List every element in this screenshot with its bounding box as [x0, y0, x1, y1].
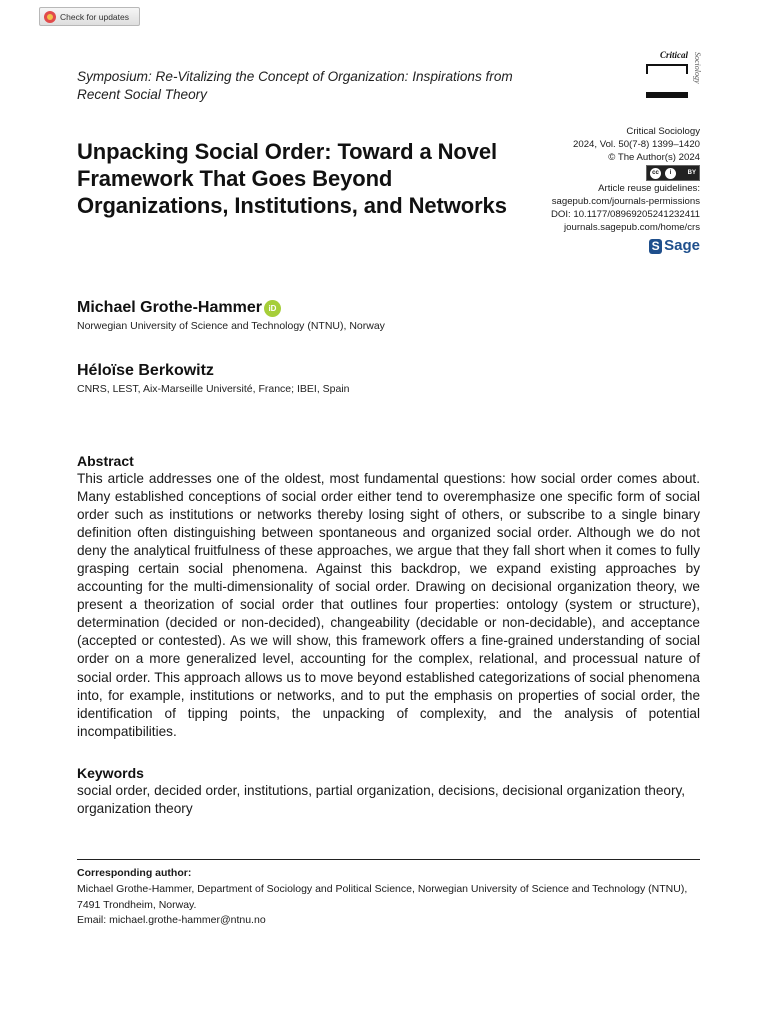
logo-bar: [646, 92, 688, 98]
article-title: Unpacking Social Order: Toward a Novel Framework That Goes Beyond Organizations, Institutions, and Networks: [77, 139, 507, 218]
article-meta: [500, 126, 700, 254]
author-name: Héloïse Berkowitz: [77, 362, 214, 379]
author-affiliation: Norwegian University of Science and Technology (NTNU), Norway: [77, 320, 385, 332]
publisher-name: Sage: [664, 236, 700, 254]
crossmark-icon: [44, 11, 56, 23]
reuse-label: Article reuse guidelines:: [598, 183, 700, 195]
cc-by-icon[interactable]: cc i BY: [646, 165, 700, 181]
copyright: © The Author(s) 2024: [608, 151, 700, 163]
author-name-text: Michael Grothe-Hammer: [77, 299, 262, 316]
corresponding-author-heading: Corresponding author:: [77, 867, 192, 879]
footnote-divider: [77, 859, 700, 860]
journal-url[interactable]: journals.sagepub.com/home/crs: [564, 221, 700, 233]
author-name: [77, 299, 281, 317]
corresponding-author-address: Michael Grothe-Hammer, Department of Sociology and Political Science, Norwegian University of Science and Technology (NTNU), 7491 Trondheim, Norway.: [77, 882, 688, 911]
keywords-heading: Keywords: [77, 765, 144, 781]
abstract-heading: Abstract: [77, 453, 134, 469]
symposium-label: Symposium: Re-Vitalizing the Concept of Organization: Inspirations from Recent Social Theory: [77, 69, 513, 102]
volume-info: 2024, Vol. 50(7-8) 1399–1420: [573, 138, 700, 150]
logo-side-word: Sociology: [693, 52, 702, 84]
check-for-updates-label: Check for updates: [60, 11, 129, 22]
corresponding-author-email[interactable]: Email: michael.grothe-hammer@ntnu.no: [77, 914, 266, 927]
sage-icon: S: [649, 239, 662, 254]
logo-top-word: Critical: [659, 50, 688, 60]
orcid-icon[interactable]: iD: [264, 300, 281, 317]
author-affiliation: CNRS, LEST, Aix-Marseille Université, France; IBEI, Spain: [77, 383, 350, 395]
publisher-logo: [649, 236, 700, 254]
journal-name: Critical Sociology: [626, 126, 700, 137]
logo-frame: [646, 64, 688, 74]
check-for-updates-button[interactable]: [39, 7, 140, 26]
keywords-text: social order, decided order, institutions, partial organization, decisions, decisional organization theory, organization theory: [77, 783, 686, 817]
corresponding-author: [77, 866, 700, 929]
journal-logo: [644, 50, 702, 102]
doi[interactable]: DOI: 10.1177/08969205241232411: [550, 208, 700, 220]
reuse-link[interactable]: sagepub.com/journals-permissions: [551, 196, 700, 208]
abstract-text: This article addresses one of the oldest, most fundamental questions: how social order comes about. Many established conceptions of social order either tend to overemphasize one specific form of social order such as institutions or networks thereby losing sight of others, or subscribe to a single binary definition often distinguishing between spontaneous and organized social order. Although we do not deny the analytical fruitfulness of these approaches, we argue that they fall short when it comes to fully grasping certain social phenomena. Against this backdrop, we expand existing approaches by accounting for the multi-dimensionality of social order. Drawing on decisional organization theory, we present a theorization of social order that outlines four properties: ontology (system or structure), determination (decided or non-decided), changeability (decidable or non-decidable), and acceptance (accepted or contested). As we will show, this framework offers a fine-grained understanding of social order on a more generalized level, accounting for the complex, relational, and processual nature of social order. This approach allows us to move beyond established categorizations of social phenomena into, for example, institutions or networks, and to put the emphasis on properties of social order, the identification of tipping points, the unpacking of complexity, and the analysis of potential incompatibilities.: [77, 471, 700, 739]
